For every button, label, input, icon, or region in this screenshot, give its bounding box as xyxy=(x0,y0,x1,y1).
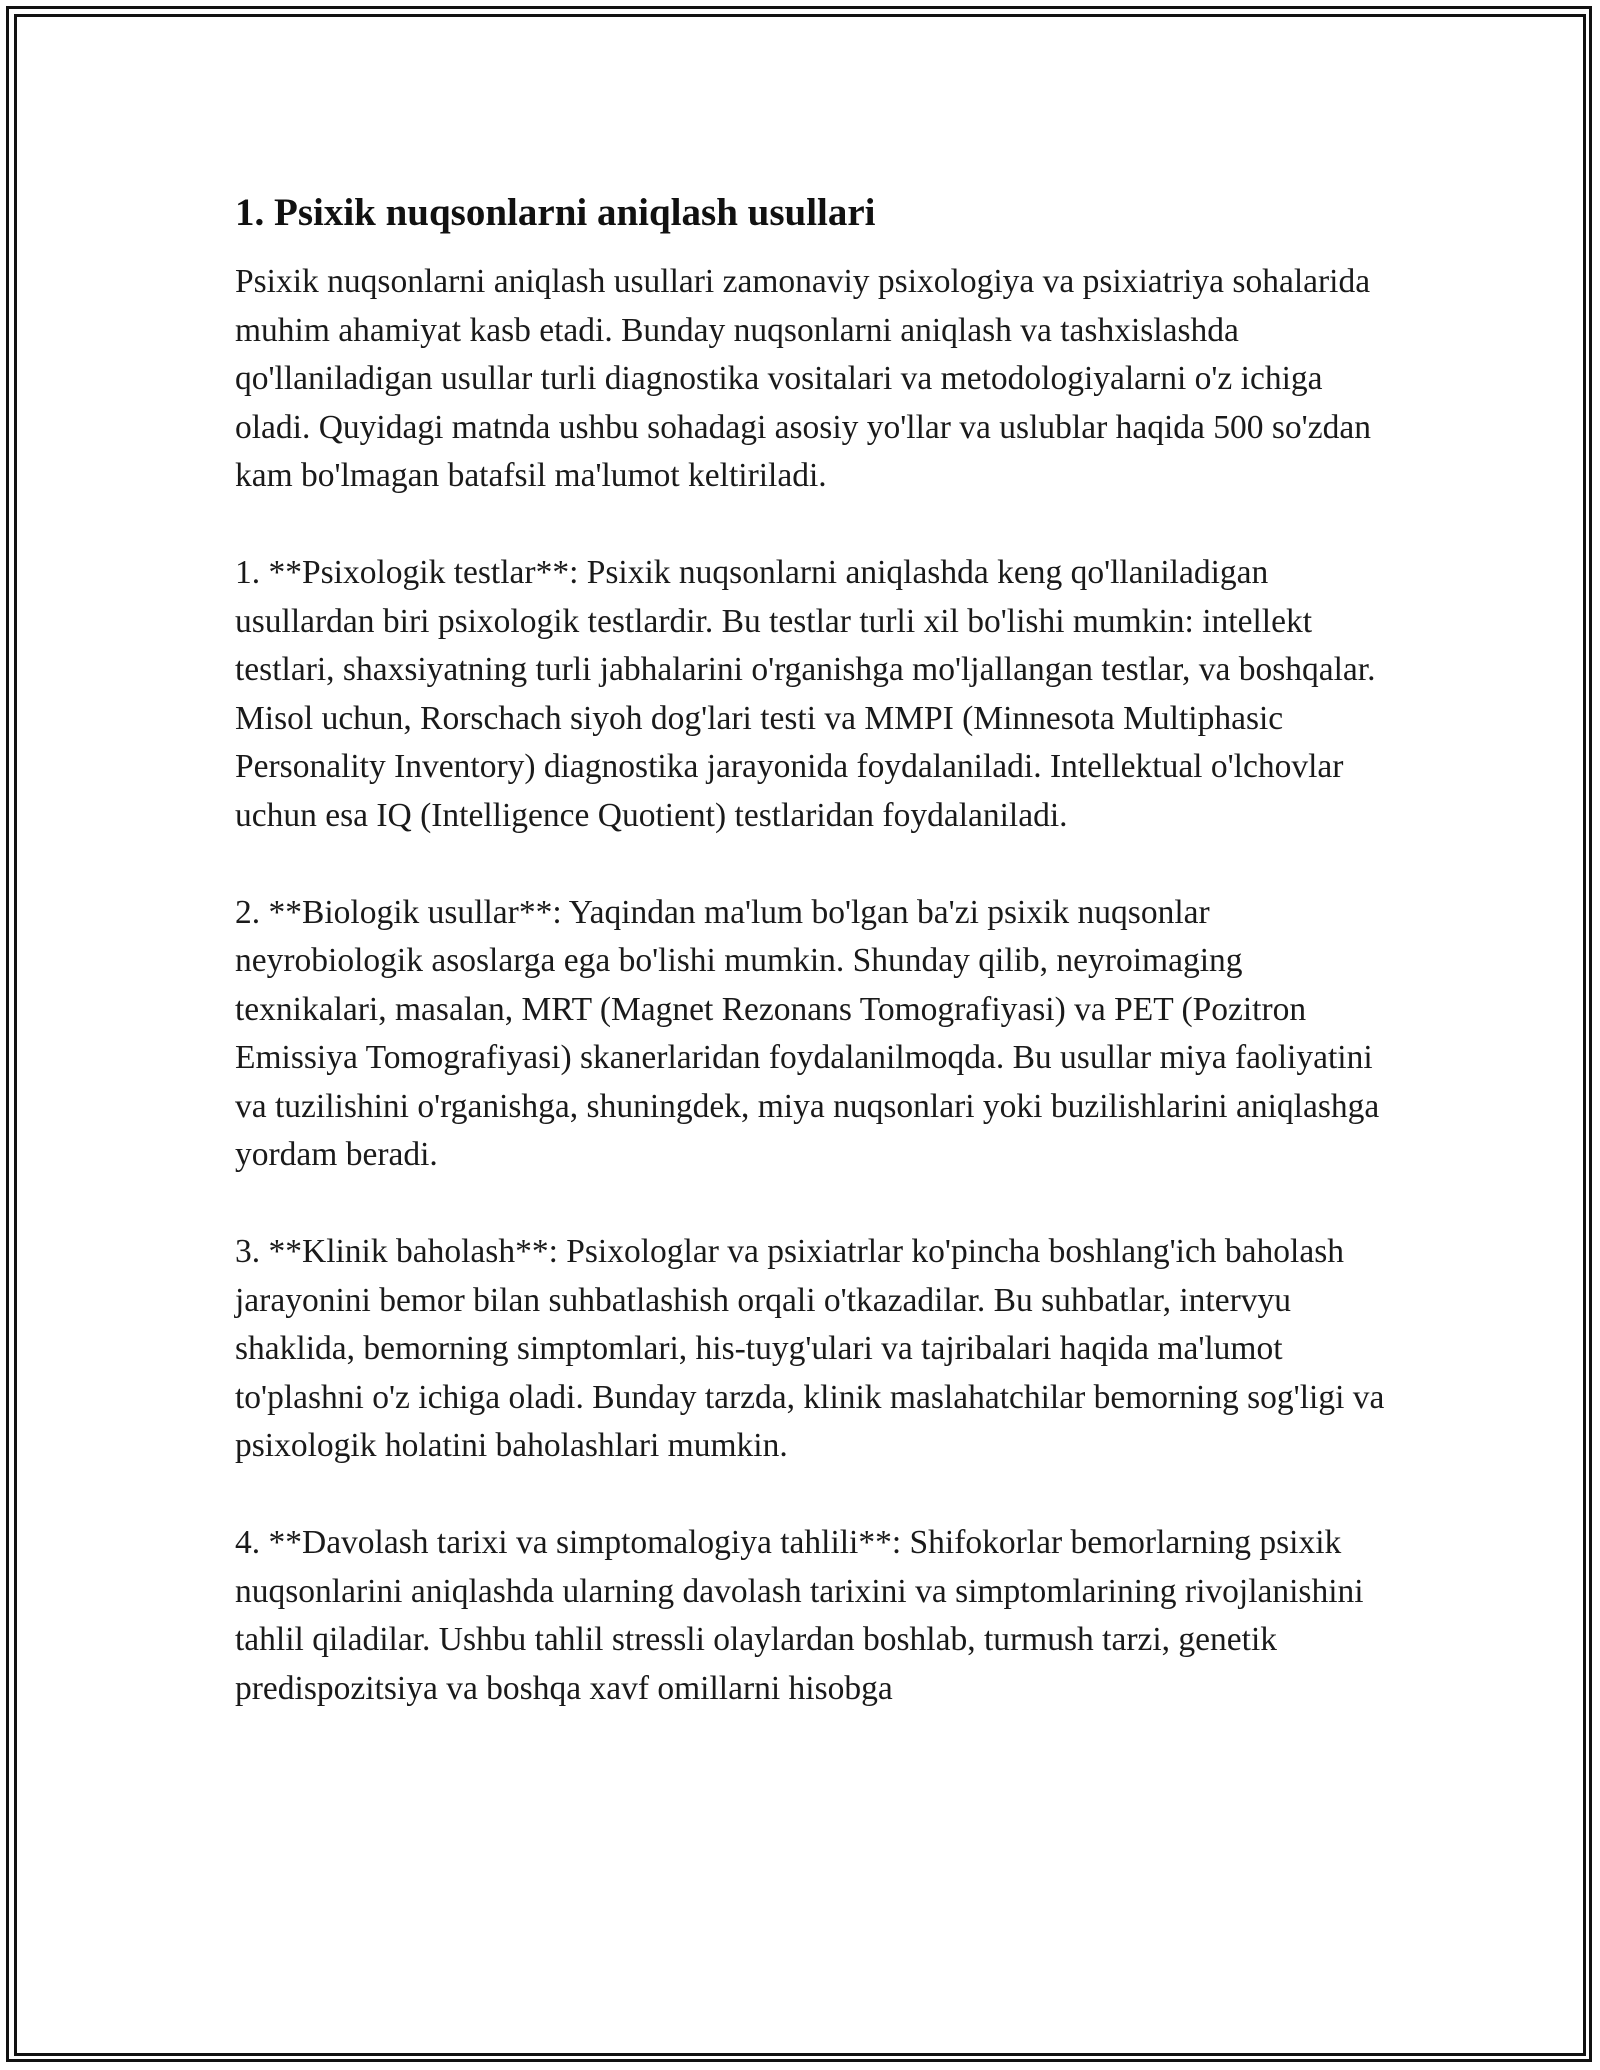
intro-paragraph: Psixik nuqsonlarni aniqlash usullari zamonaviy psixologiya va psixiatriya sohalarida muhim ahamiyat kasb etadi. Bunday nuqsonlarni aniqlash va tashxislashda qo'llaniladigan usullar turli diagnostika vositalari va metodologiyalarni o'z ichiga oladi. Quyidagi matnda ushbu sohadagi asosiy yo'llar va uslublar haqida 500 so'zdan kam bo'lmagan batafsil ma'lumot keltiriladi. xyxy=(235,263,1371,494)
document-body xyxy=(235,188,1395,1713)
paragraph-psixologik-testlar: 1. **Psixologik testlar**: Psixik nuqsonlarni aniqlashda keng qo'llaniladigan usullardan biri psixologik testlardir. Bu testlar turli xil bo'lishi mumkin: intellekt testlari, shaxsiyatning turli jabhalarini o'rganishga mo'ljallangan testlar, va boshqalar. Misol uchun, Rorschach siyoh dog'lari testi va MMPI (Minnesota Multiphasic Personality Inventory) diagnostika jarayonida foydalaniladi. Intellektual o'lchovlar uchun esa IQ (Intelligence Quotient) testlaridan foydalaniladi. xyxy=(235,554,1376,834)
paragraph-davolash-tarixi: 4. **Davolash tarixi va simptomalogiya tahlili**: Shifokorlar bemorlarning psixik nuqsonlarini aniqlashda ularning davolash tarixini va simptomlarining rivojlanishini tahlil qiladilar. Ushbu tahlil stressli olaylardan boshlab, turmush tarzi, genetik predispozitsiya va boshqa xavf omillarni hisobga xyxy=(235,1524,1364,1707)
paragraph-klinik-baholash: 3. **Klinik baholash**: Psixologlar va psixiatrlar ko'pincha boshlang'ich baholash jarayonini bemor bilan suhbatlashish orqali o'tkazadilar. Bu suhbatlar, intervyu shaklida, bemorning simptomlari, his-tuyg'ulari va tajribalari haqida ma'lumot to'plashni o'z ichiga oladi. Bunday tarzda, klinik maslahatchilar bemorning sog'ligi va psixologik holatini baholashlari mumkin. xyxy=(235,1233,1385,1464)
paragraph-biologik-usullar: 2. **Biologik usullar**: Yaqindan ma'lum bo'lgan ba'zi psixik nuqsonlar neyrobiologik asoslarga ega bo'lishi mumkin. Shunday qilib, neyroimaging texnikalari, masalan, MRT (Magnet Rezonans Tomografiyasi) va PET (Pozitron Emissiya Tomografiyasi) skanerlaridan foydalanilmoqda. Bu usullar miya faoliyatini va tuzilishini o'rganishga, shuningdek, miya nuqsonlari yoki buzilishlarini aniqlashga yordam beradi. xyxy=(235,893,1380,1173)
section-heading: 1. Psixik nuqsonlarni aniqlash usullari xyxy=(235,191,876,234)
